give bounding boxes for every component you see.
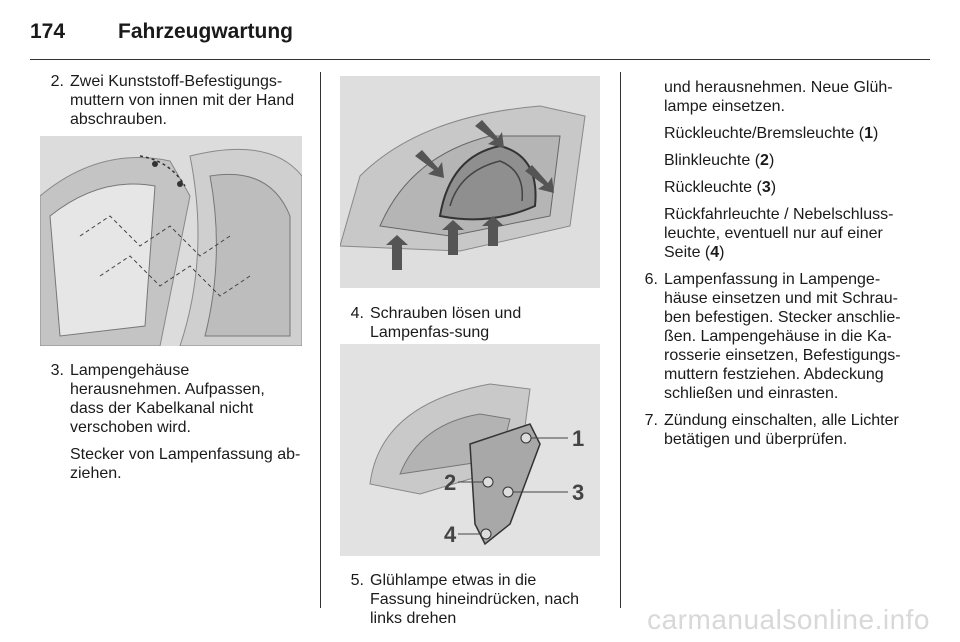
step-3-note: Stecker von Lampenfassung ab-ziehen.: [70, 446, 301, 482]
callout-3: 3: [572, 480, 585, 505]
step-3: [40, 361, 302, 437]
lamp-screws-illustration: [340, 76, 600, 288]
step-7: [634, 411, 902, 449]
step-number: 5.: [350, 572, 364, 589]
column-1: [40, 72, 302, 137]
step-2: [40, 72, 302, 129]
bulb-positions-illustration: [340, 344, 600, 556]
lamp-item-4: [634, 205, 902, 262]
lamp-label: Rückleuchte (: [664, 179, 762, 196]
lamp-item-1: [634, 124, 902, 143]
page-title: Fahrzeugwartung: [118, 20, 294, 43]
step-5-continued: und herausnehmen. Neue Glüh-lampe einsetzen.: [664, 79, 893, 115]
step-number: 4.: [350, 305, 364, 322]
step-text: Glühlampe etwas in die Fassung hineindrücken, nach links drehen: [370, 572, 580, 627]
column-3: [634, 78, 902, 457]
lamp-label: Rückleuchte/Bremsleuchte (: [664, 125, 865, 142]
step-text: Zündung einschalten, alle Lichter betätigen und überprüfen.: [664, 412, 899, 448]
tail-light-illustration: [40, 136, 302, 346]
header-rule: [30, 59, 930, 60]
step-number: 3.: [50, 362, 64, 379]
step-number: 2.: [50, 73, 64, 90]
lamp-number: 4: [710, 244, 720, 261]
watermark: carmanualsonline.info: [647, 604, 930, 635]
step-number: 7.: [644, 412, 658, 429]
step-6: [634, 270, 902, 403]
step-number: 6.: [644, 271, 658, 288]
step-text: Lampenfassung in Lampenge-häuse einsetzen und mit Schrau-ben befestigen. Stecker anschlie-ßen. Lampengehäuse in die Ka-rosserie einsetzen, Befestigungs-muttern festziehen. Abdeckung schließen und einrasten.: [664, 271, 901, 402]
paren: ): [768, 152, 775, 169]
paren: ): [719, 244, 725, 261]
paren: ): [873, 125, 879, 142]
lamp-number: 1: [864, 125, 873, 142]
lamp-label: Rückfahrleuchte / Nebelschluss-leuchte, eventuell nur auf einer Seite (: [664, 206, 894, 261]
callout-1: 1: [572, 426, 585, 451]
lamp-number: 3: [761, 179, 771, 196]
callout-4: 4: [444, 522, 457, 547]
lamp-item-2: [634, 151, 902, 170]
column-divider-left: [320, 72, 321, 608]
column-divider-right: [620, 72, 621, 608]
column-1-lower: [40, 361, 302, 491]
page-number: 174: [30, 20, 66, 43]
figure-bulb-positions: [340, 344, 600, 556]
step-text: Schrauben lösen und Lampenfas-sung: [370, 305, 522, 341]
figure-lamp-screws: [340, 76, 600, 288]
lamp-label: Blinkleuchte (: [664, 152, 761, 169]
lamp-item-3: [634, 178, 902, 197]
page-header: [30, 14, 293, 50]
column-2-lower: [340, 571, 602, 636]
step-text: Zwei Kunststoff-Befestigungs-muttern von innen mit der Hand abschrauben.: [70, 73, 295, 128]
step-5: [340, 571, 602, 628]
callout-2: 2: [444, 470, 457, 495]
step-text: Lampengehäuse herausnehmen. Aufpassen, dass der Kabelkanal nicht verschoben wird.: [70, 362, 265, 436]
lamp-number: 2: [760, 152, 769, 169]
figure-tail-light-nuts: [40, 136, 302, 346]
paren: ): [770, 179, 777, 196]
